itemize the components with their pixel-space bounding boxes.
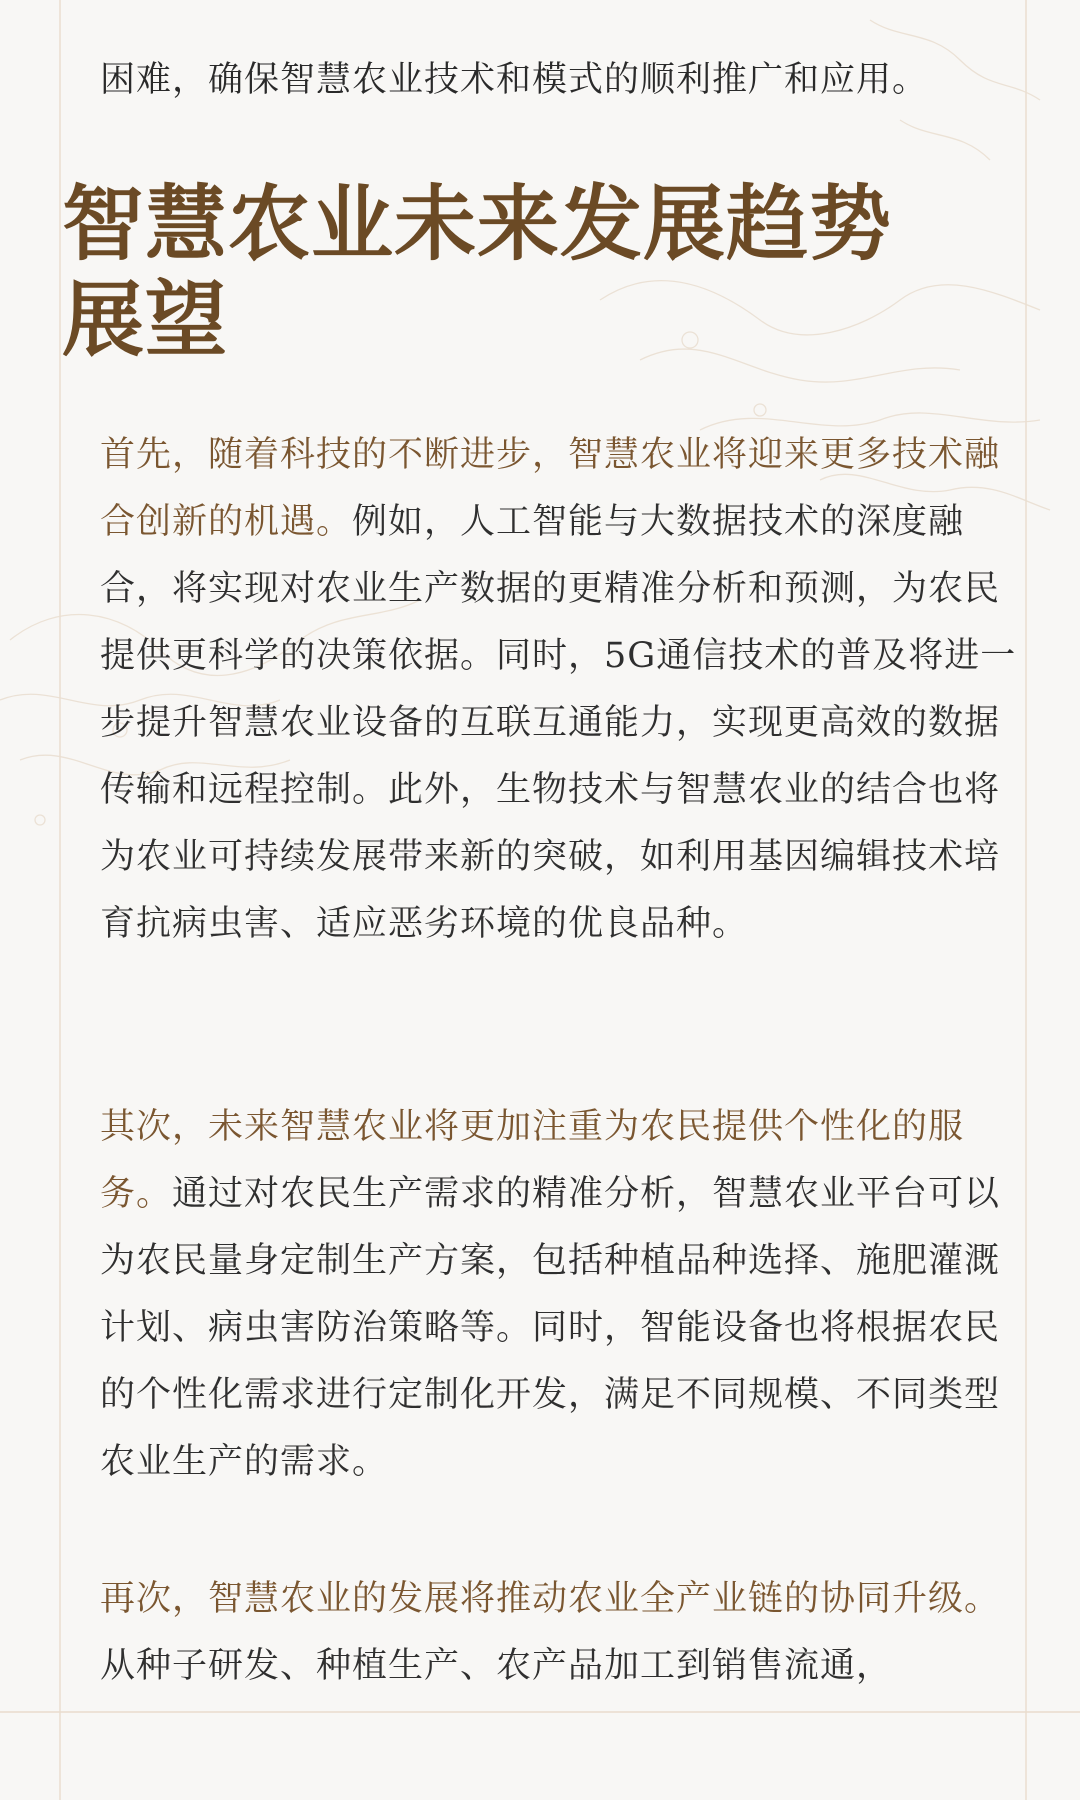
paragraph-2 xyxy=(100,1094,1018,1496)
paragraph-1-highlight: 首先，随着科技的不断进步，智慧农业将迎来更多技术融合创新的机遇。 xyxy=(100,435,1001,542)
paragraph-3-body: 从种子研发、种植生产、农产品加工到销售流通， xyxy=(100,1646,893,1686)
paragraph-1-body: 例如，人工智能与大数据技术的深度融合，将实现对农业生产数据的更精准分析和预测，为农民提供更科学的决策依据。同时，5G通信技术的普及将进一步提升智慧农业设备的互联互通能力，实现更高效的数据传输和远程控制。此外，生物技术与智慧农业的结合也将为农业可持续发展带来新的突破，如利用基因编辑技术培育抗病虫害、适应恶劣环境的优良品种。 xyxy=(100,502,1017,944)
section-heading: 智慧农业未来发展趋势展望 xyxy=(62,176,893,368)
paragraph-2-highlight: 其次，未来智慧农业将更加注重为农民提供个性化的服务。 xyxy=(100,1107,965,1214)
paragraph-1 xyxy=(100,422,1018,958)
paragraph-3-highlight: 再次，智慧农业的发展将推动农业全产业链的协同升级。 xyxy=(100,1579,1001,1619)
lead-paragraph: 困难，确保智慧农业技术和模式的顺利推广和应用。 xyxy=(100,60,929,100)
paragraph-3 xyxy=(100,1566,1018,1700)
paragraph-2-body: 通过对农民生产需求的精准分析，智慧农业平台可以为农民量身定制生产方案，包括种植品种选择、施肥灌溉计划、病虫害防治策略等。同时，智能设备也将根据农民的个性化需求进行定制化开发，满足不同规模、不同类型农业生产的需求。 xyxy=(100,1174,1001,1482)
